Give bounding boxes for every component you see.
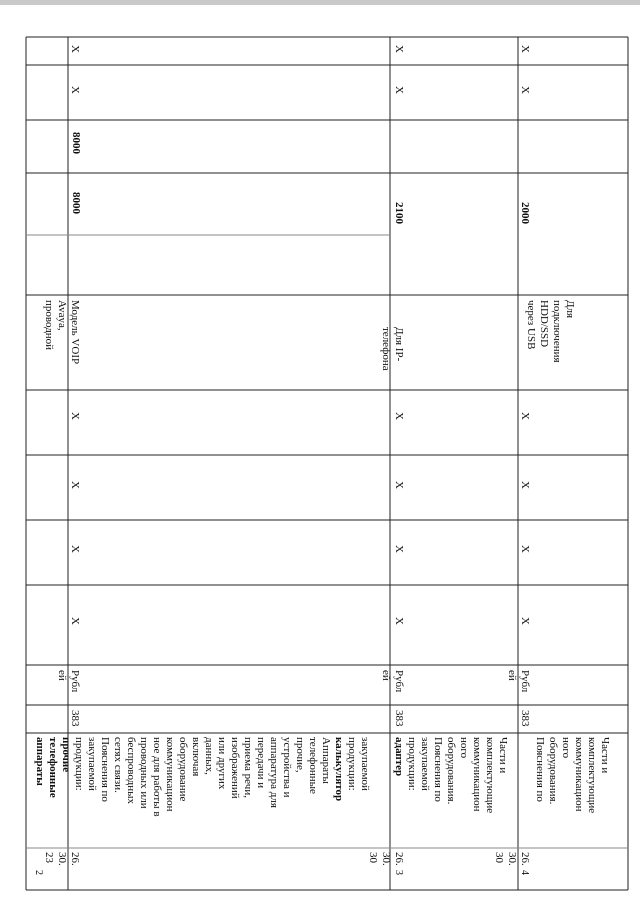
row-2-x5: X [69, 86, 81, 94]
row-3-code: 26. 30. 30 [367, 852, 405, 866]
row-3-x6: X [393, 45, 405, 53]
row-4-x3: X [519, 545, 531, 553]
row-3-unit: Рубл ей [380, 670, 405, 693]
row-4-num: 4 [519, 870, 530, 875]
row-2-x1: X [69, 412, 81, 420]
row-2-x4: X [69, 617, 81, 625]
row-2-x2: X [69, 481, 81, 489]
row-3-x5: X [393, 86, 405, 94]
row-3-x3: X [393, 545, 405, 553]
row-4-x2: X [519, 481, 531, 489]
row-2-unit: Рубл ей [56, 670, 81, 693]
row-2-code: 26. 30. 23 [43, 852, 81, 866]
row-2-okei: 383 [69, 710, 81, 727]
row-3-x4: X [393, 617, 405, 625]
row-4-okei: 383 [519, 710, 531, 727]
row-4-x1: X [519, 412, 531, 420]
row-3-price: 2100 [393, 202, 405, 224]
row-2-x6: X [69, 45, 81, 53]
row-2-num: 2 [33, 870, 44, 875]
row-3-okei: 383 [393, 710, 405, 727]
row-4-unit: Рубл ей [506, 670, 531, 693]
row-3-num: 3 [393, 870, 404, 875]
row-2-description: закупаемой продукции: калькулятор Аппараты телефонные прочие, устройства и аппаратура для передачи и приема речи, изображений или других данных, включая оборудование коммуникацион ное для работы в проводных или беспроводных сетях связи. Пояснения по закупаемой продукции: прочие телефонные аппараты [34, 737, 371, 817]
row-2-x3: X [69, 545, 81, 553]
row-2-note: Модель VOIP Avaya, проводной [43, 300, 81, 365]
row-4-description: Части и комплектующие коммуникацион ного оборудования. Пояснения по [534, 737, 611, 814]
row-4-x5: X [519, 86, 531, 94]
row-3-note: Для IP- телефона [380, 327, 405, 371]
row-2-price2: 8000 [70, 132, 82, 154]
row-4-x4: X [519, 617, 531, 625]
row-3-x1: X [393, 412, 405, 420]
row-4-price: 2000 [519, 202, 531, 224]
row-3-x2: X [393, 481, 405, 489]
row-4-note: Для подключения HDD/SSD через USB [525, 300, 576, 363]
row-3-description: Части и комплектующие коммуникацион ного оборудования. Пояснения по закупаемой продукции: адаптер [393, 737, 509, 814]
row-4-x6: X [519, 45, 531, 53]
row-2-price: 8000 [70, 192, 82, 214]
row-4-code: 26. 30. 30 [493, 852, 531, 866]
